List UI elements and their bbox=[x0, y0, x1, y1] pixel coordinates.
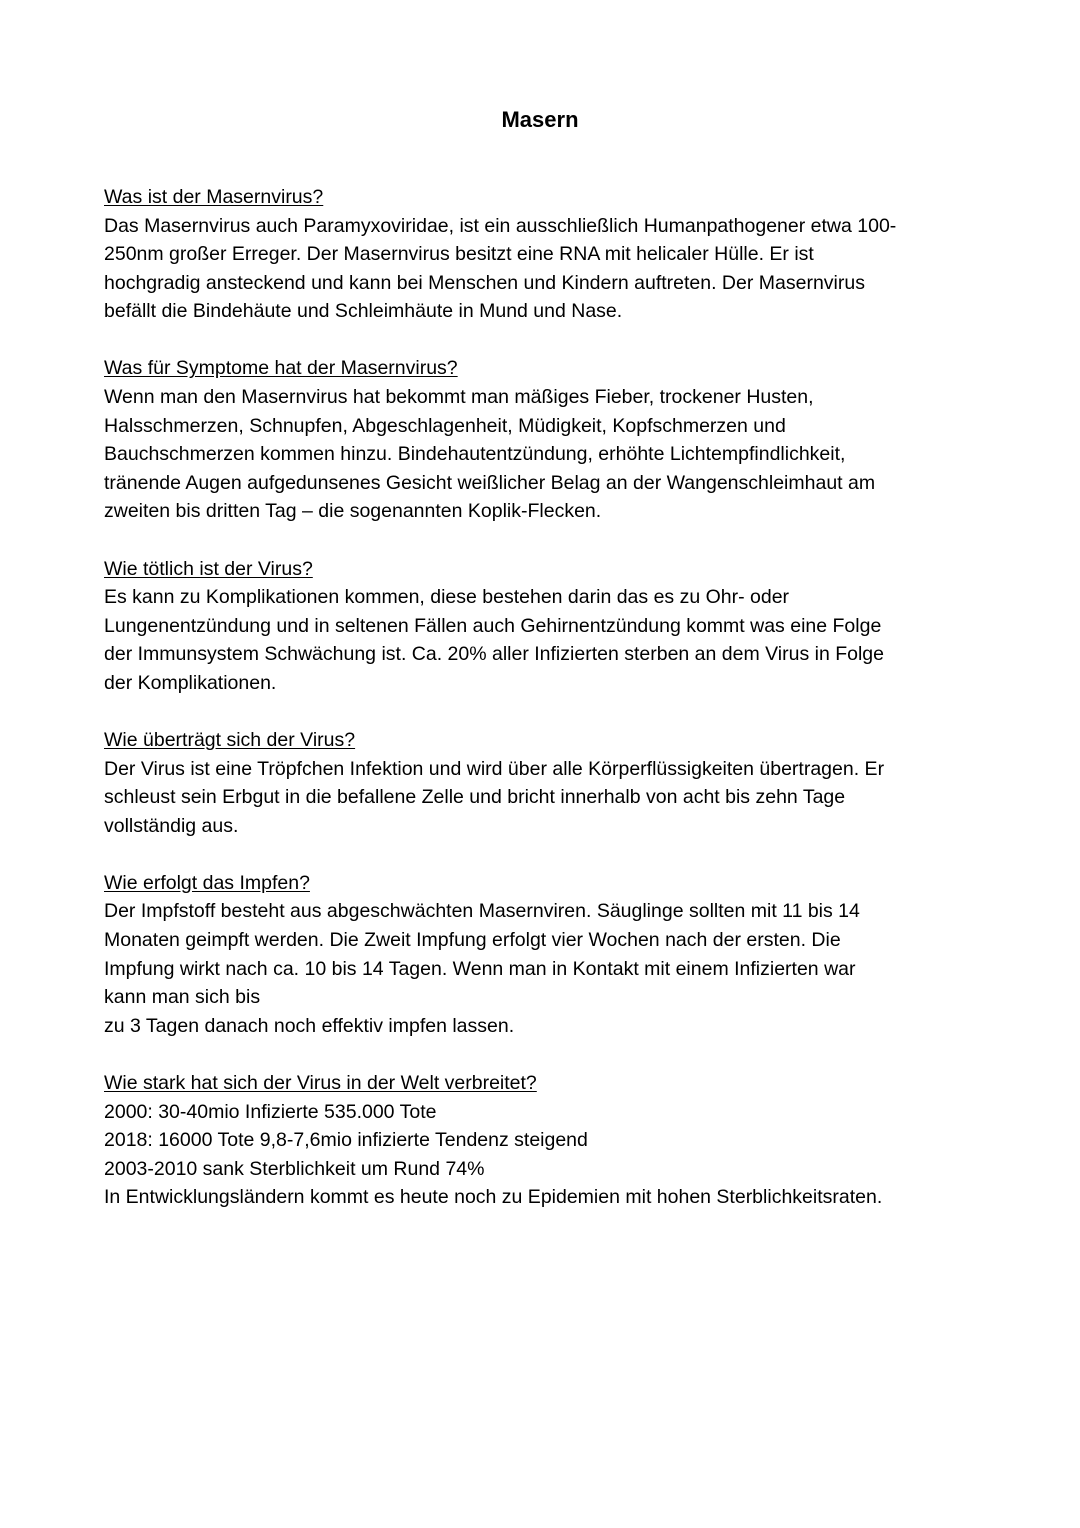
paragraph-line: Es kann zu Komplikationen kommen, diese bestehen darin das es zu Ohr- oder bbox=[104, 586, 790, 609]
paragraph-line: kann man sich bis bbox=[104, 986, 261, 1009]
paragraph-line: vollständig aus. bbox=[104, 814, 239, 837]
paragraph-line: Bauchschmerzen kommen hinzu. Bindehautentzündung, erhöhte Lichtempfindlichkeit, bbox=[104, 443, 846, 466]
section-heading: Wie tötlich ist der Virus? bbox=[104, 557, 313, 580]
paragraph-line: 2018: 16000 Tote 9,8-7,6mio infizierte Tendenz steigend bbox=[104, 1129, 588, 1152]
paragraph-line: schleust sein Erbgut in die befallene Zelle und bricht innerhalb von acht bis zehn Tage bbox=[104, 786, 846, 809]
paragraph-line: Der Impfstoff besteht aus abgeschwächten Masernviren. Säuglinge sollten mit 11 bis 14 bbox=[104, 900, 860, 923]
paragraph-line: Lungenentzündung und in seltenen Fällen auch Gehirnentzündung kommt was eine Folge bbox=[104, 614, 882, 637]
paragraph-line: Der Virus ist eine Tröpfchen Infektion und wird über alle Körperflüssigkeiten übertragen. Er bbox=[104, 757, 885, 780]
paragraph-line: Das Masernvirus auch Paramyxoviridae, ist ein ausschließlich Humanpathogener etwa 100- bbox=[104, 214, 897, 237]
section-toetlich bbox=[104, 555, 976, 698]
section-symptome bbox=[104, 354, 976, 526]
paragraph-line: Impfung wirkt nach ca. 10 bis 14 Tagen. Wenn man in Kontakt mit einem Infizierten war bbox=[104, 957, 856, 980]
section-heading: Wie erfolgt das Impfen? bbox=[104, 871, 310, 894]
paragraph-line: 250nm großer Erreger. Der Masernvirus besitzt eine RNA mit helicaler Hülle. Er ist bbox=[104, 243, 814, 266]
paragraph-line: 2000: 30-40mio Infizierte 535.000 Tote bbox=[104, 1100, 437, 1123]
paragraph-line: Wenn man den Masernvirus hat bekommt man mäßiges Fieber, trockener Husten, bbox=[104, 386, 814, 409]
section-heading: Was für Symptome hat der Masernvirus? bbox=[104, 357, 458, 380]
paragraph-line: tränende Augen aufgedunsenes Gesicht weißlicher Belag an der Wangenschleimhaut am bbox=[104, 471, 876, 494]
paragraph-line: zweiten bis dritten Tag – die sogenannten Koplik-Flecken. bbox=[104, 500, 602, 523]
page-title: Masern bbox=[501, 107, 579, 132]
paragraph-line: hochgradig ansteckend und kann bei Menschen und Kindern auftreten. Der Masernvirus bbox=[104, 271, 865, 294]
paragraph-line: Halsschmerzen, Schnupfen, Abgeschlagenheit, Müdigkeit, Kopfschmerzen und bbox=[104, 414, 786, 437]
paragraph-line: Monaten geimpft werden. Die Zweit Impfung erfolgt vier Wochen nach der ersten. Die bbox=[104, 929, 841, 952]
section-heading: Wie überträgt sich der Virus? bbox=[104, 729, 356, 751]
paragraph-line: der Immunsystem Schwächung ist. Ca. 20% aller Infizierten sterben an dem Virus in Folge bbox=[104, 643, 884, 666]
section-impfen bbox=[104, 869, 976, 1041]
section-uebertragung bbox=[104, 726, 976, 840]
paragraph-line: In Entwicklungsländern kommt es heute noch zu Epidemien mit hohen Sterblichkeitsraten. bbox=[104, 1186, 883, 1209]
section-heading: Wie stark hat sich der Virus in der Welt verbreitet? bbox=[104, 1071, 537, 1094]
section-was-ist bbox=[104, 183, 976, 326]
paragraph-line: befällt die Bindehäute und Schleimhäute in Mund und Nase. bbox=[104, 300, 623, 323]
paragraph-line: zu 3 Tagen danach noch effektiv impfen lassen. bbox=[104, 1014, 515, 1037]
paragraph-line: 2003-2010 sank Sterblichkeit um Rund 74% bbox=[104, 1157, 485, 1180]
section-verbreitung bbox=[104, 1069, 976, 1212]
section-heading: Was ist der Masernvirus? bbox=[104, 186, 324, 208]
paragraph-line: der Komplikationen. bbox=[104, 671, 277, 694]
